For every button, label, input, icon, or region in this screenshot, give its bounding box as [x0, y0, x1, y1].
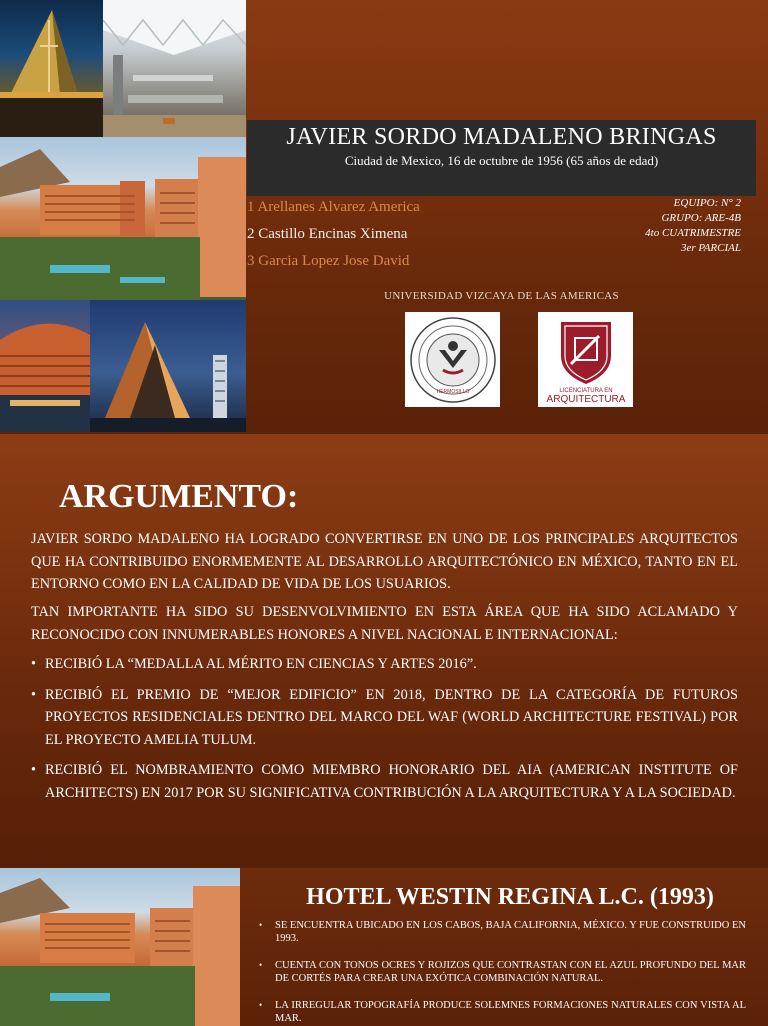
list-item: [31, 759, 738, 804]
list-item: [259, 959, 746, 985]
hotel-heading: HOTEL WESTIN REGINA L.C. (1993): [306, 884, 714, 910]
list-item: [259, 999, 746, 1025]
member-3: 3 Garcia Lopez Jose David: [247, 253, 410, 269]
hotel-fact-location: SE ENCUENTRA UBICADO EN LOS CABOS, BAJA CALIFORNIA, MÉXICO. Y FUE CONSTRUIDO EN 1993.: [275, 920, 746, 944]
honor-best-building: RECIBIÓ EL PREMIO DE “MEJOR EDIFICIO” EN 2018, DENTRO DE LA CATEGORÍA DE FUTUROS PROYECTOS RESIDENCIALES DENTRO DEL MARCO DEL WAF (WORLD ARCHITECTURE FESTIVAL) POR EL PROYECTO AMELIA TULUM.: [45, 686, 738, 748]
list-item: [31, 684, 738, 752]
term-label: 4to CUATRIMESTRE: [645, 227, 741, 239]
argument-paragraph-2: TAN IMPORTANTE HA SIDO SU DESENVOLVIMIENTO EN ESTA ÁREA QUE HA SIDO ACLAMADO Y RECONOCIDO CON INNUMERABLES HONORES A NIVEL NACIONAL E INTERNACIONAL:: [31, 604, 738, 643]
argument-slide: [0, 434, 768, 866]
member-2: 2 Castillo Encinas Ximena: [247, 226, 408, 242]
argument-paragraph-1: JAVIER SORDO MADALENO HA LOGRADO CONVERTIRSE EN UNO DE LOS PRINCIPALES ARQUITECTOS QUE HA CONTRIBUIDO ENORMEMENTE AL DESARROLLO ARQUITECTÓNICO EN MÉXICO, TANTO EN EL ENTORNO COMO EN LA CALIDAD DE VIDA DE LOS USUARIOS.: [31, 531, 738, 592]
mall-interior-photo: [103, 0, 246, 137]
architect-name: JAVIER SORDO MADALENO BRINGAS: [286, 124, 717, 150]
hotel-westin-photo: [0, 868, 240, 1026]
bullet-icon: •: [259, 1000, 263, 1010]
honor-medal: RECIBIÓ LA “MEDALLA AL MÉRITO EN CIENCIAS Y ARTES 2016”.: [45, 656, 477, 672]
title-box: [247, 120, 756, 196]
partial-label: 3er PARCIAL: [681, 242, 741, 254]
team-number: EQUIPO: N° 2: [673, 197, 741, 209]
member-1: 1 Arellanes Alvarez America: [247, 199, 420, 215]
argument-heading: ARGUMENTO:: [59, 478, 299, 515]
hotel-westin-photo: [0, 137, 246, 300]
bullet-icon: •: [31, 686, 37, 703]
bullet-icon: •: [31, 762, 37, 778]
church-photo: [0, 0, 103, 137]
hotel-facts-list: [259, 919, 746, 1026]
crest-title: ARQUITECTURA: [546, 393, 625, 405]
list-item: [31, 653, 738, 676]
architecture-crest-logo: [538, 312, 633, 407]
hotel-slide: [0, 868, 768, 1026]
curved-building-photo: [0, 300, 90, 432]
university-seal-logo: [405, 312, 500, 407]
bullet-icon: •: [259, 920, 263, 930]
crest-subtitle: LICENCIATURA EN: [558, 387, 613, 394]
bullet-icon: •: [259, 960, 263, 970]
team-members: [247, 194, 420, 275]
birth-info: Ciudad de Mexico, 16 de octubre de 1956 (65 años de edad): [344, 153, 659, 168]
group-label: GRUPO: ARE-4B: [661, 212, 741, 224]
team-info: [645, 196, 741, 256]
hotel-fact-topography: LA IRREGULAR TOPOGRAFÍA PRODUCE SOLEMNES FORMACIONES NATURALES CON VISTA AL MAR.: [275, 1000, 746, 1024]
seal-city-text: HERMOSILLO: [436, 388, 469, 395]
church-night-photo: [90, 300, 246, 432]
list-item: [259, 919, 746, 945]
honor-aia: RECIBIÓ EL NOMBRAMIENTO COMO MIEMBRO HONORARIO DEL AIA (AMERICAN INSTITUTE OF ARCHITECTS) EN 2017 POR SU SIGNIFICATIVA CONTRIBUCIÓN A LA ARQUITECTURA Y A LA SOCIEDAD.: [45, 762, 738, 801]
bullet-icon: •: [31, 656, 37, 672]
cover-slide: [0, 0, 768, 432]
university-name: UNIVERSIDAD VIZCAYA DE LAS AMERICAS: [384, 290, 619, 302]
hotel-fact-colors: CUENTA CON TONOS OCRES Y ROJIZOS QUE CONTRASTAN CON EL AZUL PROFUNDO DEL MAR DE CORTÉS PARA CREAR UNA EXÓTICA COMBINACIÓN NATURAL.: [275, 960, 746, 984]
honors-list: [31, 653, 738, 812]
